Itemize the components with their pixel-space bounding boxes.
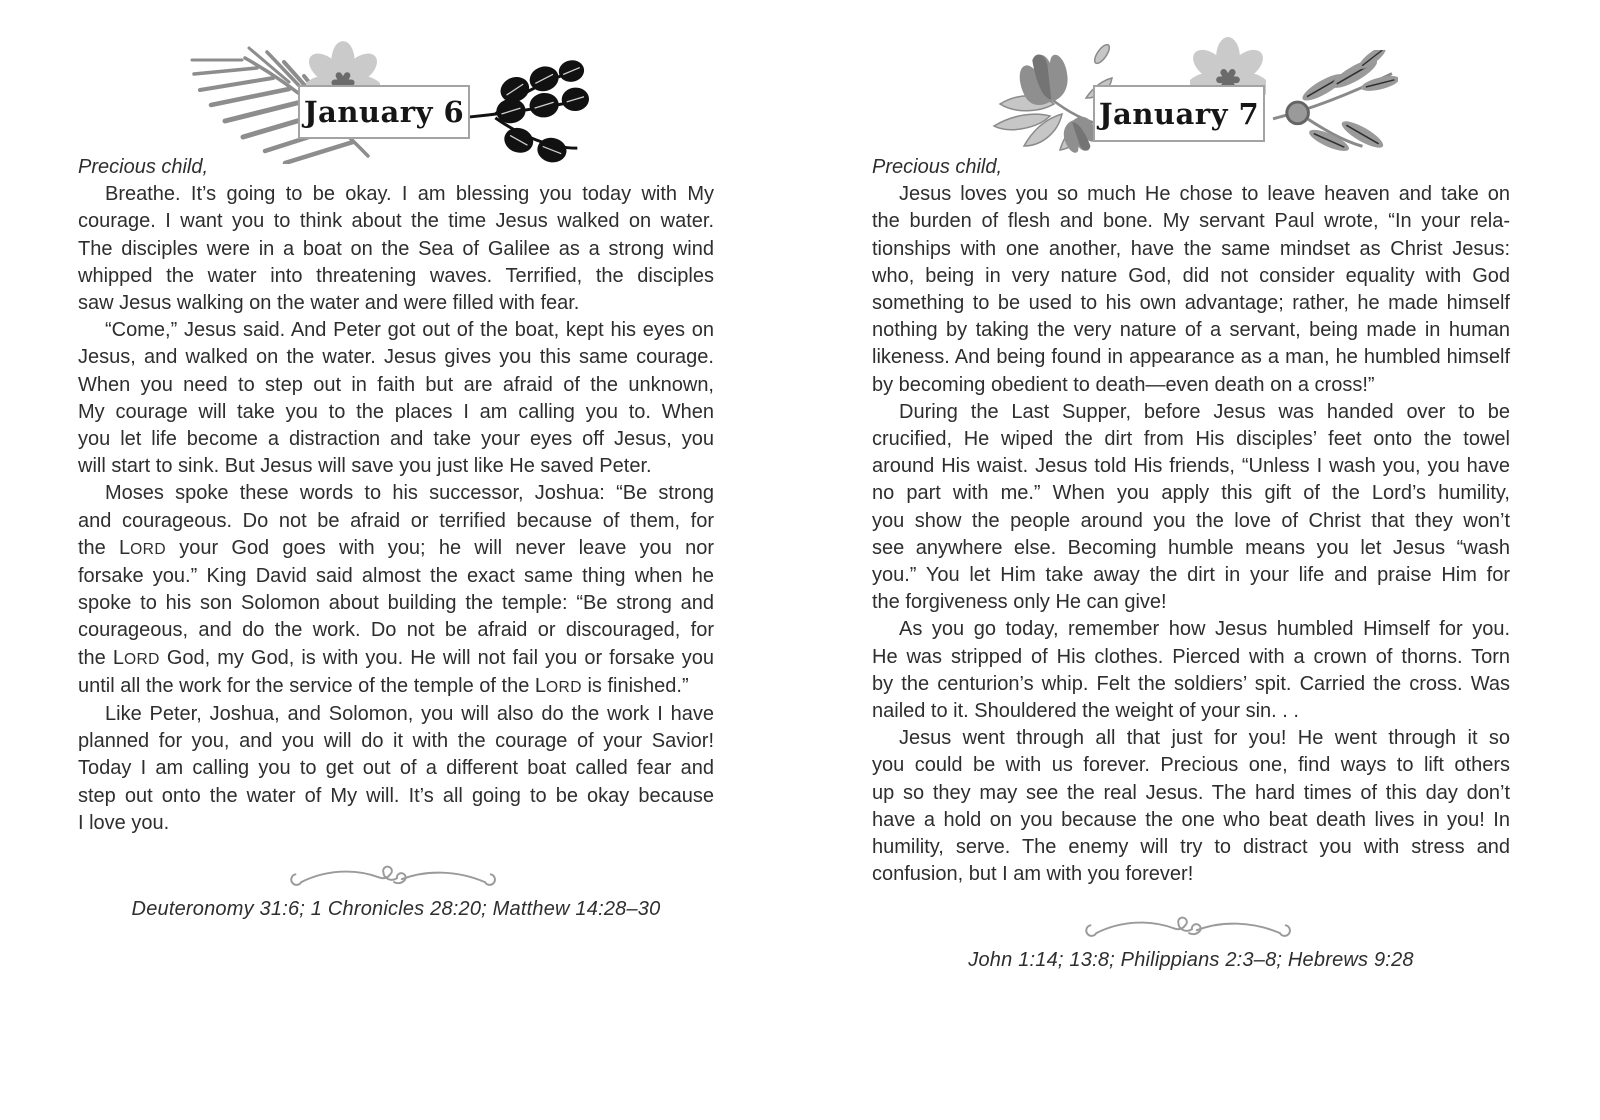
text-line: and courageous. Do not be afraid or terrified because of them, for bbox=[78, 509, 714, 532]
text-line: until all the work for the service of the temple of the LORD is finished.” bbox=[78, 674, 689, 697]
paragraph bbox=[78, 317, 714, 480]
devotional-text bbox=[78, 181, 714, 837]
text-line: spoke to his son Solomon about building the temple: “Be strong and bbox=[78, 592, 714, 615]
text-line: forsake you.” King David said almost the exact same thing when he bbox=[78, 565, 714, 588]
text-line: I love you. bbox=[78, 811, 170, 834]
text-line: Breathe. It’s going to be okay. I am blessing you today with My bbox=[105, 183, 714, 206]
text-line: When you need to step out in faith but are afraid of the unknown, bbox=[78, 373, 714, 396]
paragraph bbox=[872, 616, 1510, 725]
text-line: the burden of flesh and bone. My servant Paul wrote, “In your rela- bbox=[872, 210, 1510, 233]
text-line: you.” You let Him take away the dirt in your life and praise Him for bbox=[872, 564, 1510, 587]
text-line: nailed to it. Shouldered the weight of your sin. . . bbox=[872, 700, 1299, 723]
text-line: around His waist. Jesus told His friends, “Unless I wash you, you have bbox=[872, 455, 1510, 478]
text-line: nothing by taking the very nature of a servant, being made in human bbox=[872, 319, 1510, 342]
text-line: Jesus, and walked on the water. Jesus gives you this same courage. bbox=[78, 346, 714, 369]
page-header bbox=[78, 0, 714, 150]
text-line: will start to sink. But Jesus will save you just like He saved Peter. bbox=[78, 455, 652, 478]
text-line: courageous, and do the work. Do not be afraid or discouraged, for bbox=[78, 619, 714, 642]
page-content bbox=[78, 150, 714, 921]
date-title: January 6 bbox=[303, 95, 465, 129]
text-line: up so they may see the real Jesus. The hard times of this day don’t bbox=[872, 781, 1510, 804]
text-line: Like Peter, Joshua, and Solomon, you will also do the work I have bbox=[105, 703, 714, 726]
text-line: whipped the water into threatening waves. Terrified, the disciples bbox=[78, 264, 714, 287]
text-line: you let life become a distraction and take your eyes off Jesus, you bbox=[78, 428, 714, 451]
text-line: He was stripped of His clothes. Pierced with a crown of thorns. Torn bbox=[872, 645, 1510, 668]
text-line: the LORD God, my God, is with you. He will not fail you or forsake you bbox=[78, 646, 715, 669]
date-box bbox=[1093, 85, 1265, 142]
text-line: who, being in very nature God, did not consider equality with God bbox=[872, 264, 1510, 287]
paragraph bbox=[78, 480, 714, 701]
text-line: the forgiveness only He can give! bbox=[872, 591, 1167, 614]
paragraph bbox=[78, 701, 714, 837]
olive-branch-icon bbox=[1266, 50, 1398, 163]
text-line: Moses spoke these words to his successor, Joshua: “Be strong bbox=[105, 482, 714, 505]
text-line: saw Jesus walking on the water and were filled with fear. bbox=[78, 292, 580, 315]
eucalyptus-branch-icon bbox=[468, 58, 590, 168]
paragraph bbox=[78, 181, 714, 317]
page-content bbox=[872, 150, 1510, 972]
salutation: Precious child, bbox=[872, 156, 1003, 178]
text-line: Today I am calling you to get out of a different boat called fear and bbox=[78, 757, 714, 780]
page-header bbox=[872, 0, 1510, 150]
text-line: courage. I want you to think about the time Jesus walked on water. bbox=[78, 210, 714, 233]
date-title: January 7 bbox=[1098, 96, 1260, 131]
text-line: no part with me.” When you apply this gift of the Lord’s humility, bbox=[872, 482, 1510, 505]
text-line: confusion, but I am with you forever! bbox=[872, 863, 1194, 886]
text-line: by the centurion’s whip. Felt the soldiers’ spit. Carried the cross. Was bbox=[872, 672, 1510, 695]
text-line: you could be with us forever. Precious one, find ways to lift others bbox=[872, 754, 1510, 777]
text-line: As you go today, remember how Jesus humbled Himself for you. bbox=[899, 618, 1510, 641]
paragraph bbox=[872, 181, 1510, 399]
text-line: see anywhere else. Becoming humble means you let Jesus “wash bbox=[872, 536, 1510, 559]
text-line: tionships with one another, have the same mindset as Christ Jesus: bbox=[872, 237, 1510, 260]
date-box bbox=[298, 85, 470, 139]
text-line: “Come,” Jesus said. And Peter got out of the boat, kept his eyes on bbox=[105, 319, 714, 342]
text-line: Jesus went through all that just for you! He went through it so bbox=[899, 727, 1510, 750]
text-line: by becoming obedient to death—even death on a cross!” bbox=[872, 373, 1375, 396]
paragraph bbox=[872, 399, 1510, 617]
text-line: the LORD your God goes with you; he will never leave you nor bbox=[78, 536, 714, 559]
text-line: something to be used to his own advantage; rather, he made himself bbox=[872, 292, 1510, 315]
scripture-reference: Deuteronomy 31:6; 1 Chronicles 28:20; Matthew 14:28–30 bbox=[131, 898, 661, 921]
page-january-7 bbox=[872, 0, 1510, 1120]
text-line: crucified, He wiped the dirt from His disciples’ feet onto the towel bbox=[872, 428, 1510, 451]
text-line: humility, serve. The enemy will try to distract you with stress and bbox=[872, 836, 1510, 859]
text-line: planned for you, and you will do it with the courage of your Savior! bbox=[78, 730, 714, 753]
text-line: My courage will take you to the places I am calling you to. When bbox=[78, 400, 714, 423]
text-line: The disciples were in a boat on the Sea of Galilee as a strong wind bbox=[78, 237, 714, 260]
text-line: have a hold on you because the one who beat death lives in you! In bbox=[872, 808, 1510, 831]
text-line: likeness. And being found in appearance as a man, he humbled himself bbox=[872, 346, 1510, 369]
text-line: During the Last Supper, before Jesus was handed over to be bbox=[899, 400, 1510, 423]
salutation: Precious child, bbox=[78, 156, 209, 178]
paragraph bbox=[872, 725, 1510, 888]
swirl-divider-icon bbox=[1075, 902, 1307, 941]
swirl-divider-icon bbox=[280, 851, 512, 890]
text-line: you show the people around you the love of Christ that they won’t bbox=[872, 509, 1510, 532]
devotional-text bbox=[872, 181, 1510, 888]
text-line: Jesus loves you so much He chose to leave heaven and take on bbox=[899, 183, 1510, 206]
text-line: step out onto the water of My will. It’s all going to be okay because bbox=[78, 784, 714, 807]
scripture-reference: John 1:14; 13:8; Philippians 2:3–8; Hebrews 9:28 bbox=[968, 949, 1414, 972]
page-january-6 bbox=[78, 0, 714, 1120]
